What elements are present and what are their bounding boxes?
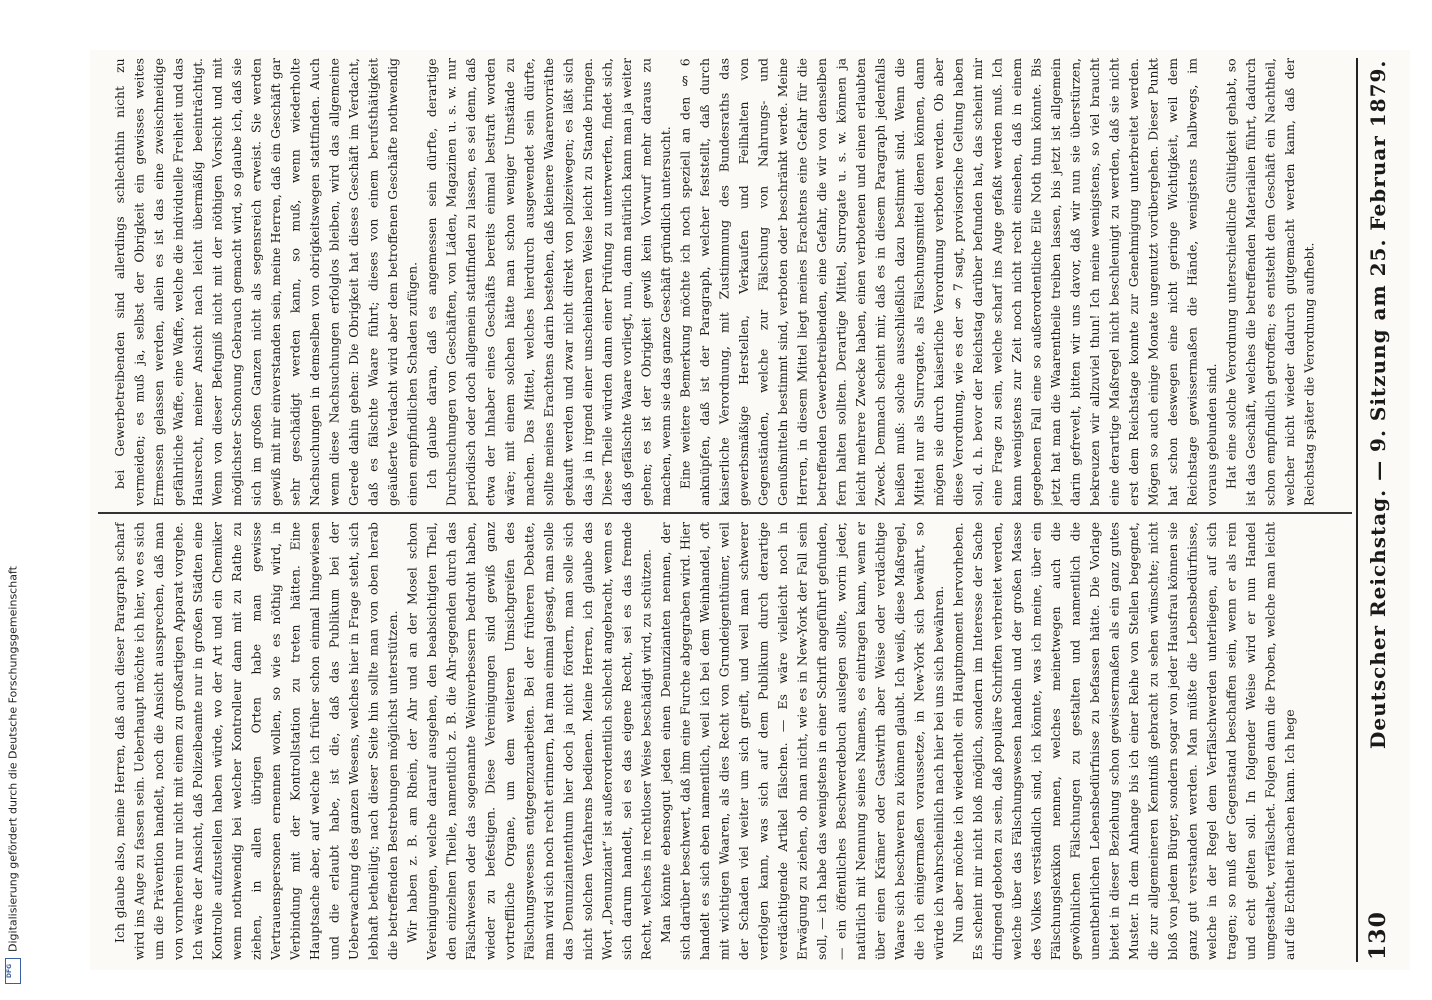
dfg-logo: DFG — [5, 958, 21, 984]
header-rule — [1356, 58, 1358, 962]
scanned-page — [90, 50, 1410, 970]
digitization-footer — [4, 220, 22, 984]
paragraph: Ich glaube daran, daß es angemessen sein dürfte, derartige Durchsuchungen von Geschäften, von Läden, Magazinen u. s. w. nur periodisch oder doch allgemein stattfinden zu lassen, es sei denn, daß etwa der Inhaber eines Geschäfts bereits einmal bestraft worden wäre; mit einem solchen hätte man schon weniger Umstände zu machen. Das Mittel, welches hierdurch ausgewendet sein dürfte, sollte meines Erachtens darin bestehen, daß kleinere Waarenvorräthe gekauft werden und zwar nicht direkt von polizeiwegen; es läßt sich das ja in irgend einer unscheinbaren Weise leicht zu Stande bringen. Diese Theile würden dann einer Prüfung zu unterwerfen, findet sich, daß gefälschte Waare vorliegt, nun, dann natürlich kann man ja weiter gehen; es ist der Obrigkeit gewiß kein Vorwurf mehr daraus zu machen, wenn sie das ganze Geschäft gründlich untersucht. — [424, 58, 673, 506]
page-header — [1364, 50, 1392, 970]
header-title: Deutscher Reichstag. — 9. Sitzung am 25. Februar 1879. — [1366, 60, 1390, 750]
paragraph: Man könnte ebensogut jeden einen Denunzianten nennen, der sich darüber beschwert, daß ihm eine Furche abgegraben wird. Hier handelt es sich eben namentlich, weil ich bei dem Weinhandel, oft mit wichtigen Waaren, als dies Recht von Grundeigenthümer, weil der Schaden viel weiter um sich greift, und weil man schwerer verfolgen kann, was sich auf dem Publikum durch derartige verdächtigende Artikel fälschen. — Es wäre vielleicht noch in Erwägung zu ziehen, ob man nicht, wie es in New-York der Fall sein soll, — ich habe das wenigstens in einer Schrift angeführt gefunden, — ein öffentliches Beschwerdebuch auslegen sollte, worin jeder, natürlich mit Nennung seines Namens, es eintragen kann, wenn er über einen Krämer oder Gastwirth aber Weise oder verdächtige Waare sich beschweren zu können glaubt. Ich weiß, diese Maßregel, die ich einigermaßen voraussetze, in New-York sich bewährt, so würde ich wahrscheinlich nach hier bei uns sich bewähren. — [658, 522, 946, 960]
page-number: 130 — [1365, 911, 1391, 960]
paragraph: Wir haben z. B. am Rhein, der Ahr und an der Mosel schon Vereinigungen, welche darauf ausgehen, den beabsichtigten Theil, den einzelnen Theile, namentlich z. B. die Ahr-gegenden durch das Fälschwesen oder das sogenannte Weinverbessern bedroht haben, wieder zu befestigen. Diese Vereinigungen sind gewiß ganz vortreffliche Organe, um dem weiteren Umsichgreifen des Fälschungswesens entgegenzuarbeiten. Bei der früheren Debatte, man wird sich noch recht erinnern, hat man einmal gesagt, man solle das Denunziantenthum hier doch ja nicht fördern, man solle sich nicht solchen Verfahrens bedienen. Meine Herren, ich glaube das Wort „Denunziant“ ist außerordentlich schlecht angebracht, wenn es sich darum handelt, sei es das eigene Recht, sei es das fremde Recht, welches in rechtloser Weise beschädigt wird, zu schützen. — [404, 522, 654, 960]
column-divider — [98, 512, 1352, 514]
footer-text: Digitalisierung gefördert durch die Deutsche Forschungsgemeinschaft — [6, 566, 20, 952]
paragraph: Nun aber möchte ich wiederholt ein Hauptmoment hervorheben. Es scheint mir nicht bloß möglich, sondern im Interesse der Sache dringend geboten zu sein, daß populäre Schriften verbreitet werden, welche über das Fälschungswesen handeln und der großen Masse des Volkes verständlich sind, ich könnte, was ich meine, über ein Fälschungslexikon nennen, welches meinetwegen auch die gewöhnlichen Fälschungen zu gestalten und namentlich die unentbehrlichen Lebensbedürfnisse zu befassen hätte. Die Vorlage bietet in dieser Beziehung schon gewissermaßen als ein ganz gutes Muster. In dem Anhange bis ich einer Reihe von Stellen begegnet, die zur allgemeineren Kenntniß gebracht zu sehen wünschte; nicht bloß von jedem Bürger, sondern sogar von jeder Hausfrau können sie ganz gut verstanden werden. Man müßte die Lebensbedürfnisse, welche in der Regel dem Verfälschwerden unterliegen, auf sich tragen; so muß der Gegenstand beschaffen sein, wenn er als rein und echt gelten soll. In folgender Weise wird er nun Handel umgestaltet, verfälschet. Folgen dann die Proben, welche man leicht auf die Echtheit machen kann. Ich hege — [950, 522, 1297, 960]
paragraph: Ich glaube also, meine Herren, daß auch dieser Paragraph scharf wird ins Auge zu fassen sein. Ueberhaupt möchte ich hier, wo es sich um die Prävention handelt, noch die Ansicht aussprechen, daß man von vornherein nur nicht mit einem zu großartigen Apparat vorgehe. Ich wäre der Ansicht, daß Polizeibeamte nur in großen Städten eine Kontrolle aufzustellen haben würde, wo der Art und ein Chemiker wenn nothwendig bei welcher Kontrolleur dann mit zu Rathe zu ziehen, in allen übrigen Orten habe man gewisse Vertrauenspersonen ernennen wollen, so wie es nöthig wird, in Verbindung mit der Kontrollstation zu treten hätten. Eine Hauptsache aber, auf welche ich früher schon einmal hingewiesen und die erlaubt habe, ist die, daß das Publikum bei der Ueberwachung des ganzen Wesens, welches hier in Frage steht, sich lebhaft betheiligt; nach dieser Seite hin sollte man von oben herab die betreffenden Bestrebungen möglichst unterstützen. — [112, 522, 400, 960]
text-column-right — [110, 522, 1344, 960]
paragraph: bei Gewerbetreibenden sind allerdings schlechthin nicht zu vermeiden; es muß ja, selbst der Obrigkeit ein gewisses weites Ermessen gelassen werden, allein es ist das eine zweischneidige gefährliche Waffe, eine Waffe, welche die individuelle Freiheit und das Hausrecht, meiner Ansicht nach leicht übermäßig beeinträchtigt. Wenn von dieser Befugniß nicht mit der nöthigen Vorsicht und mit möglichster Schonung Gebrauch gemacht wird, so glaube ich, daß sie sich im großen Ganzen nicht als segensreich erweist. Sie werden gewiß mit mir einverstanden sein, meine Herren, daß ein Geschäft gar sehr geschädigt werden kann, so muß, wenn wiederholte Nachsuchungen in demselben von obrigkeitswegen stattfinden. Auch wenn diese Nachsuchungen erfolglos bleiben, wird das allgemeine Gerede dahin gehen: Die Obrigkeit hat dieses Geschäft im Verdacht, daß es fälschte Waare führt; dieses von einem berufsthätigkeit geäußerte Verdacht wird aber dem betroffenen Geschäfte nothwendig einen empfindlichen Schaden zufügen. — [112, 58, 420, 506]
paragraph: Eine weitere Bemerkung möchte ich noch speziell an den § 6 anknüpfen, daß ist der Paragraph, welcher feststellt, daß durch kaiserliche Verordnung, mit Zustimmung des Bundesraths das gewerbsmäßige Herstellen, Verkaufen und Feilhalten von Gegenständen, welche zur Fälschung von Nahrungs- und Genußmitteln bestimmt sind, verboten oder beschränkt werde. Meine Herren, in diesem Mittel liegt meines Erachtens eine Gefahr für die betreffenden Gewerbetreibenden, eine Gefahr, die wir von denselben fern halten sollten. Derartige Mittel, Surrogate u. s. w. können ja leicht mehrere Zwecke haben, einen verbotenen und einen erlaubten Zweck. Demnach scheint mir, daß es in diesem Paragraph jedenfalls heißen muß: solche ausschließlich dazu bestimmt sind. Wenn die Mittel nur als Surrogate, als Fälschungsmittel dienen können, dann mögen sie durch kaiserliche Verordnung verboten werden. Ob aber diese Verordnung, wie es der § 7 sagt, provisorische Geltung haben soll, d. h. bevor der Reichstag darüber befunden hat, das scheint mir eine Frage zu sein, welche scharf ins Auge gefaßt werden muß. Ich kann wenigstens zur Zeit noch nicht recht einsehen, daß in einem gegebenen Fall eine so außerordentliche Eile Noth thun könnte. Bis jetzt hat man die Waarentheile treiben lassen, bis jetzt ist allgemein darin gefrevelt, bitten wir uns davor, daß wir nun sie überstürzen, bekreuzen wir allzuviel thun! Ich meine wenigstens, so viel braucht eine derartige Maßregel nicht beschleunigt zu werden, daß sie nicht erst dem Reichstage konnte zur Genehmigung unterbreitet werden. Mögen so auch einige Monate ungenutzt vorübergehen. Dieser Punkt hat schon deswegen eine nicht geringe Wichtigkeit, weil dem Reichstage gewissermaßen die Hände, wenigstens halbwegs, im voraus gebunden sind. — [677, 58, 1219, 506]
text-column-left — [110, 58, 1344, 506]
paragraph: Hat eine solche Verordnung unterschiedliche Gültigkeit gehabt, so ist das Geschäft, welches die betreffenden Materialien führt, dadurch schon empfindlich getroffen; es entsteht dem Geschäft ein Nachtheil, welcher nicht wieder dadurch gutgemacht werden kann, daß der Reichstag später die Verordnung aufhebt. — [1223, 58, 1317, 506]
